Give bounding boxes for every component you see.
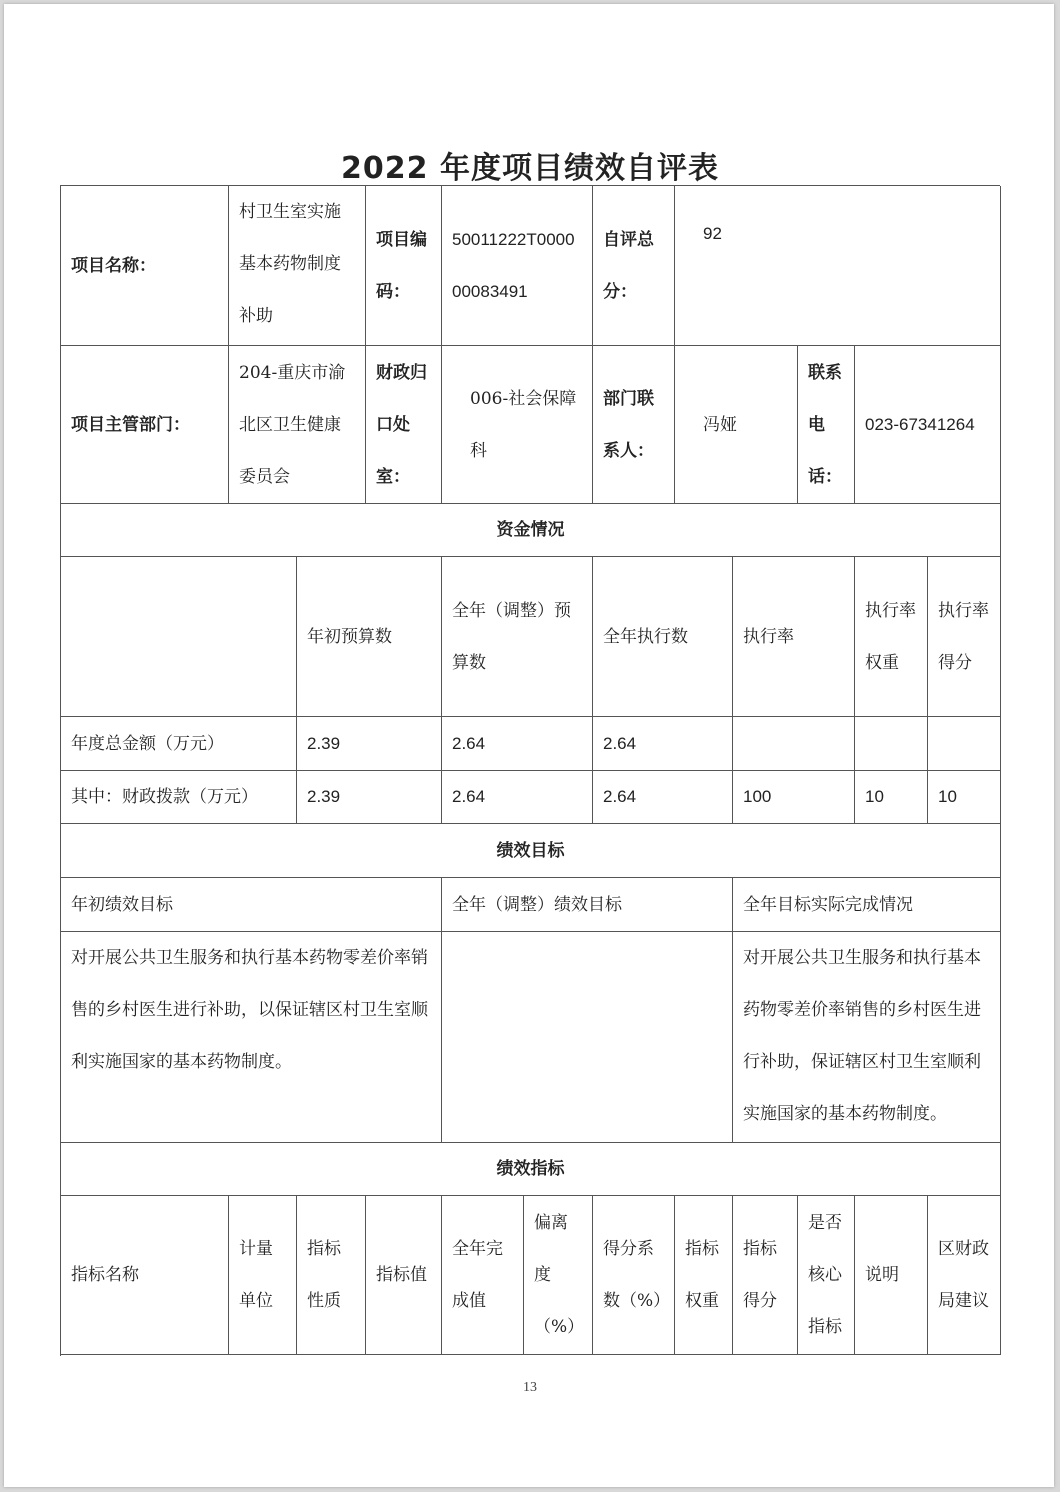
- funds-header-rate: 执行率: [733, 557, 855, 717]
- goals-actual-text: 对开展公共卫生服务和执行基本药物零差价率销售的乡村医生进行补助，保证辖区村卫生室顺利实施国家的基本药物制度。: [733, 932, 1001, 1143]
- indicators-section-title: 绩效指标: [61, 1143, 1001, 1196]
- funds-header-initial-budget: 年初预算数: [297, 557, 442, 717]
- self-score-value: 92: [675, 186, 1001, 346]
- page-title: 2022 年度项目绩效自评表: [341, 151, 719, 186]
- self-score-label: 自评总分：: [593, 186, 675, 346]
- funds-row-adjusted: 2.64: [442, 771, 593, 824]
- indicator-header-deviation: 偏离度（%）: [524, 1196, 593, 1355]
- funds-row-label: 年度总金额（万元）: [61, 717, 297, 771]
- project-code-value: 50011222T000000083491: [442, 186, 593, 346]
- funds-header-adjusted-budget: 全年（调整）预算数: [442, 557, 593, 717]
- department-label: 项目主管部门：: [61, 346, 229, 504]
- funds-row-rate: 100: [733, 771, 855, 824]
- project-code-label: 项目编码：: [366, 186, 442, 346]
- indicator-header-weight: 指标权重: [675, 1196, 733, 1355]
- funds-header-empty: [61, 557, 297, 717]
- finance-office-value: 006-社会保障科: [442, 346, 593, 504]
- funds-row-label: 其中：财政拨款（万元）: [61, 771, 297, 824]
- department-value: 204-重庆市渝北区卫生健康委员会: [229, 346, 366, 504]
- funds-row-executed: 2.64: [593, 771, 733, 824]
- indicator-header-core: 是否核心指标: [798, 1196, 855, 1355]
- indicator-header-nature: 指标性质: [297, 1196, 366, 1355]
- goals-header-actual: 全年目标实际完成情况: [733, 878, 1001, 932]
- goals-header-initial: 年初绩效目标: [61, 878, 442, 932]
- page-number: 13: [523, 1380, 537, 1395]
- indicator-header-name: 指标名称: [61, 1196, 229, 1355]
- indicator-header-coefficient: 得分系数（%）: [593, 1196, 675, 1355]
- goals-header-adjusted: 全年（调整）绩效目标: [442, 878, 733, 932]
- funds-header-weight: 执行率权重: [855, 557, 928, 717]
- phone-value: 023-67341264: [855, 346, 1001, 504]
- goals-initial-text: 对开展公共卫生服务和执行基本药物零差价率销售的乡村医生进行补助，以保证辖区村卫生室顺利实施国家的基本药物制度。: [61, 932, 442, 1143]
- funds-row-weight: [855, 717, 928, 771]
- phone-label: 联系电话：: [798, 346, 855, 504]
- funds-row-weight: 10: [855, 771, 928, 824]
- funds-header-score: 执行率得分: [928, 557, 1001, 717]
- indicator-header-bureau-advice: 区财政局建议: [928, 1196, 1001, 1355]
- funds-row-budget: 2.39: [297, 717, 442, 771]
- finance-office-label: 财政归口处室：: [366, 346, 442, 504]
- goals-adjusted-text: [442, 932, 733, 1143]
- funds-row-adjusted: 2.64: [442, 717, 593, 771]
- indicator-header-value: 指标值: [366, 1196, 442, 1355]
- funds-header-executed: 全年执行数: [593, 557, 733, 717]
- funds-row-executed: 2.64: [593, 717, 733, 771]
- contact-label: 部门联系人：: [593, 346, 675, 504]
- funds-row-score: [928, 717, 1001, 771]
- indicator-header-unit: 计量单位: [229, 1196, 297, 1355]
- indicator-header-completed: 全年完成值: [442, 1196, 524, 1355]
- goals-section-title: 绩效目标: [61, 824, 1001, 878]
- indicator-header-notes: 说明: [855, 1196, 928, 1355]
- indicator-header-score: 指标得分: [733, 1196, 798, 1355]
- funds-row-rate: [733, 717, 855, 771]
- contact-value: 冯娅: [675, 346, 798, 504]
- evaluation-table: [60, 185, 1000, 1356]
- funds-section-title: 资金情况: [61, 504, 1001, 557]
- project-name-value: 村卫生室实施基本药物制度补助: [229, 186, 366, 346]
- project-name-label: 项目名称：: [61, 186, 229, 346]
- funds-row-budget: 2.39: [297, 771, 442, 824]
- funds-row-score: 10: [928, 771, 1001, 824]
